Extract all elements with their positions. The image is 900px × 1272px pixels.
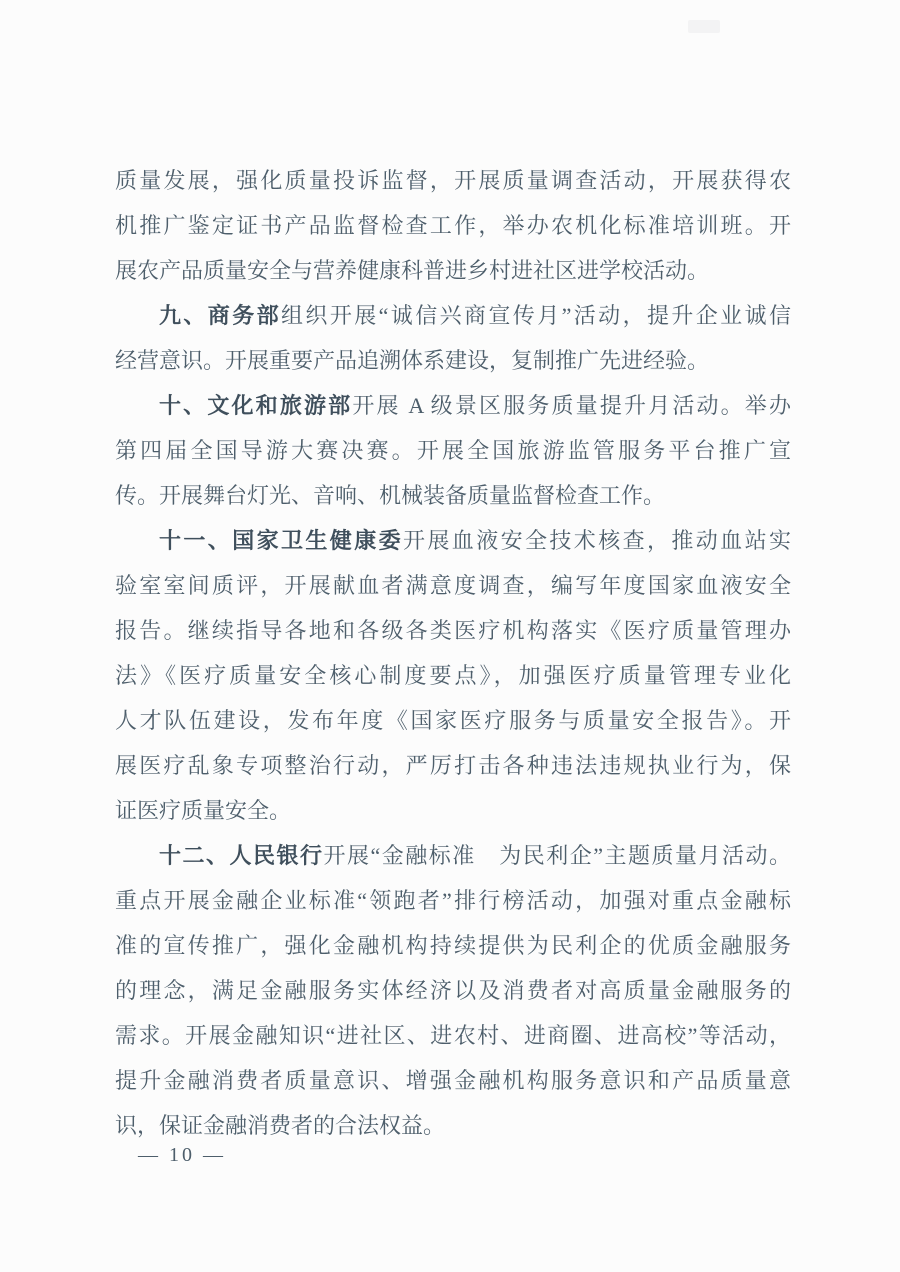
text-line <box>115 788 791 833</box>
text-line <box>115 248 791 293</box>
line-text: 报告。继续指导各地和各级各类医疗机构落实《医疗质量管理办 <box>115 618 791 643</box>
text-line <box>115 518 791 563</box>
line-text: 展医疗乱象专项整治行动，严厉打击各种违法违规执业行为，保 <box>115 753 791 778</box>
text-line <box>115 653 791 698</box>
text-line <box>115 473 791 518</box>
line-text: 准的宣传推广，强化金融机构持续提供为民利企的优质金融服务 <box>115 933 791 958</box>
line-text: 提升金融消费者质量意识、增强金融机构服务意识和产品质量意 <box>115 1068 791 1093</box>
line-text: 机推广鉴定证书产品监督检查工作，举办农机化标准培训班。开 <box>115 213 791 238</box>
line-text: 质量发展，强化质量投诉监督，开展质量调查活动，开展获得农 <box>115 168 791 193</box>
line-text: 第四届全国导游大赛决赛。开展全国旅游监管服务平台推广宣 <box>115 438 791 463</box>
text-line <box>115 338 791 383</box>
page-number: — 10 — <box>138 1144 226 1166</box>
line-text: 开展血液安全技术核查，推动血站实 <box>403 528 791 553</box>
text-line <box>115 1013 791 1058</box>
section-heading-commerce-ministry: 九、商务部 <box>159 303 282 328</box>
line-text: 验室室间质评，开展献血者满意度调查，编写年度国家血液安全 <box>115 573 791 598</box>
text-line <box>115 203 791 248</box>
line-text: 开展“金融标准 为民利企”主题质量月活动。 <box>323 843 791 868</box>
text-line <box>115 563 791 608</box>
text-line <box>115 608 791 653</box>
text-line <box>115 968 791 1013</box>
text-line <box>115 158 791 203</box>
text-line <box>115 293 791 338</box>
text-line <box>115 878 791 923</box>
line-text: 的理念，满足金融服务实体经济以及消费者对高质量金融服务的 <box>115 978 791 1003</box>
text-line <box>115 743 791 788</box>
scan-smudge <box>688 20 720 33</box>
line-text: 传。开展舞台灯光、音响、机械装备质量监督检查工作。 <box>115 483 666 508</box>
text-line <box>115 698 791 743</box>
line-text: 开展 A 级景区服务质量提升月活动。举办 <box>352 393 791 418</box>
line-text: 重点开展金融企业标准“领跑者”排行榜活动，加强对重点金融标 <box>115 888 791 913</box>
text-line <box>115 383 791 428</box>
line-text: 证医疗质量安全。 <box>115 798 292 823</box>
line-text: 组织开展“诚信兴商宣传月”活动，提升企业诚信 <box>281 303 791 328</box>
section-heading-culture-tourism-ministry: 十、文化和旅游部 <box>159 393 353 418</box>
line-text: 识，保证金融消费者的合法权益。 <box>115 1113 446 1138</box>
line-text: 需求。开展金融知识“进社区、进农村、进商圈、进高校”等活动， <box>115 1023 791 1048</box>
text-line <box>115 1058 791 1103</box>
document-text-block <box>115 158 791 1148</box>
text-line <box>115 428 791 473</box>
line-text: 展农产品质量安全与营养健康科普进乡村进社区进学校活动。 <box>115 258 710 283</box>
section-heading-health-commission: 十一、国家卫生健康委 <box>159 528 403 553</box>
text-line <box>115 923 791 968</box>
section-heading-peoples-bank: 十二、人民银行 <box>159 843 324 868</box>
line-text: 经营意识。开展重要产品追溯体系建设，复制推广先进经验。 <box>115 348 710 373</box>
text-line <box>115 833 791 878</box>
line-text: 人才队伍建设，发布年度《国家医疗服务与质量安全报告》。开 <box>115 708 791 733</box>
line-text: 法》《医疗质量安全核心制度要点》，加强医疗质量管理专业化 <box>115 663 791 688</box>
